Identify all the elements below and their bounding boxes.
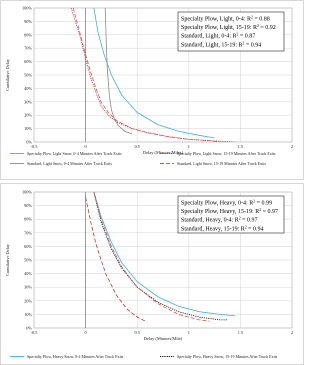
legend-label: Specialty Plow, Light Snow, 0-4 Minutes After Truck Exits [27,151,122,156]
x-tick-label: 2 [290,144,294,149]
r2-line: Specialty Plow, Light, 0-4: $R^2 = 0.88$ [181,15,270,23]
r2-line: Standard, Heavy, 15-19: $R^2 = 0.94$ [181,225,264,233]
y-tick-label: 60% [24,59,32,65]
y-tick-label: 30% [24,284,32,290]
y-tick-label: 50% [24,72,32,78]
x-tick-label: 0 [84,144,87,149]
legend-label: Specialty Plow, Heavy Snow, 15-19 Minutes After Truck Exits [177,354,278,359]
legend-label: Specialty Plow, Heavy Snow, 0-4 Minutes After Truck Exits [27,354,124,359]
x-axis-label: Delay (Minutes/Mile) [143,336,183,341]
y-tick-label: 80% [24,216,32,222]
y-tick-label: 70% [24,45,32,51]
y-tick-label: 100% [21,5,32,11]
y-tick-label: 0% [26,139,32,145]
y-tick-label: 50% [24,257,32,263]
y-tick-label: 90% [24,203,32,209]
legend-label: Standard, Light Snow, 0-4 Minutes After Truck Exits [27,161,112,166]
y-tick-label: 10% [24,311,32,317]
y-tick-label: 10% [24,126,32,132]
chart-2 [1,184,304,365]
y-tick-label: 40% [24,271,32,277]
x-tick-label: 2 [290,330,294,335]
y-tick-label: 40% [24,85,32,91]
y-axis-label: Cumulative Delay [5,243,10,277]
legend-label: Specialty Plow, Light Snow, 15-19 Minutes After Truck Exits [177,151,276,156]
y-tick-label: 80% [24,32,32,38]
x-tick-label: -0.5 [30,144,38,149]
y-tick-label: 20% [24,298,32,304]
y-tick-label: 0% [26,325,32,331]
r2-line: Standard, Light, 15-19: $R^2 = 0.94$ [181,41,262,49]
x-tick-label: 0.5 [134,144,140,149]
chart-1 [1,1,304,180]
r2-line: Specialty Plow, Heavy, 15-19: $R^2 = 0.97$ [181,208,279,216]
y-axis-label: Cumulative Delay [5,58,10,92]
x-tick-label: 1.5 [237,144,244,149]
x-axis-label: Delay (Minutes/Miles) [142,150,184,155]
r2-line: Standard, Light, 0-4: $R^2 = 0.87$ [181,32,256,40]
y-tick-label: 20% [24,112,32,118]
x-tick-label: 0 [84,330,87,335]
y-tick-label: 60% [24,243,32,249]
y-tick-label: 100% [21,189,32,195]
x-tick-label: 1 [187,330,190,335]
x-tick-label: 1.5 [237,330,244,335]
x-tick-label: 0.5 [134,330,140,335]
x-tick-label: -0.5 [30,330,38,335]
y-tick-label: 90% [24,18,32,24]
r2-line: Standard, Heavy, 0-4: $R^2 = 0.97$ [181,216,258,224]
x-tick-label: 1 [187,144,190,149]
r2-line: Specialty Plow, Heavy, 0-4: $R^2 = 0.99$ [181,199,273,207]
r2-line: Specialty Plow, Light, 15-19: $R^2 = 0.92$ [181,24,276,32]
y-tick-label: 70% [24,230,32,236]
y-tick-label: 30% [24,99,32,105]
legend-label: Standard, Light Snow, 15-19 Minutes After Truck Exits [177,161,266,166]
